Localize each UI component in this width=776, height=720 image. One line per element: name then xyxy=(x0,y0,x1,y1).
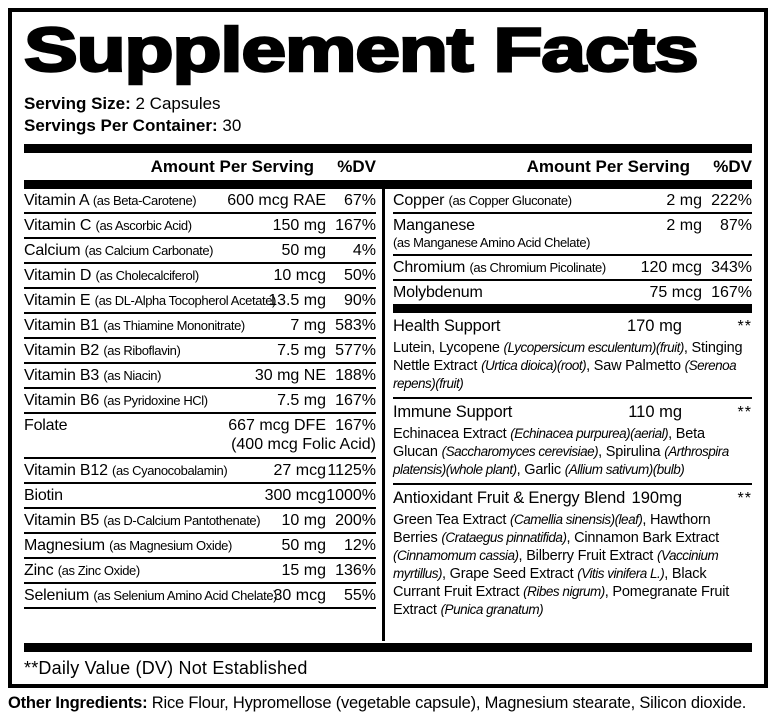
nutrient-form: (as Beta-Carotene) xyxy=(92,193,197,208)
scientific-name: (Arthrospira platensis)(whole plant) xyxy=(393,444,729,477)
nutrient-form: (as Calcium Carbonate) xyxy=(84,243,214,258)
nutrient-name-cell xyxy=(24,537,277,555)
other-ingredients-text: Rice Flour, Hypromellose (vegetable capsule), Magnesium stearate, Silicon dioxide. xyxy=(147,694,747,712)
serving-size-line xyxy=(24,93,752,115)
table-row xyxy=(24,264,376,289)
ingredient-text: Lutein, Lycopene xyxy=(393,340,504,356)
nutrient-amount: 7 mg xyxy=(290,317,326,334)
nutrient-name-cell xyxy=(24,487,260,505)
blend-dv-stars: ** xyxy=(737,318,752,335)
nutrient-name-cell xyxy=(24,587,278,605)
supplement-facts-panel xyxy=(8,8,768,688)
table-row-line xyxy=(393,217,752,235)
ingredient-text: , Saw Palmetto xyxy=(586,358,685,374)
nutrient-name-cell xyxy=(24,217,268,235)
nutrient-amount: 15 mg xyxy=(281,562,326,579)
nutrient-columns xyxy=(24,189,752,641)
table-row-line xyxy=(393,259,752,277)
nutrient-amount: 50 mg xyxy=(281,242,326,259)
nutrient-dv: 67% xyxy=(343,192,376,209)
nutrient-dv: 583% xyxy=(335,317,376,334)
nutrient-name: Magnesium xyxy=(24,537,105,554)
nutrient-amount: 30 mcg xyxy=(273,587,326,604)
table-row xyxy=(24,239,376,264)
nutrient-name: Vitamin B2 xyxy=(24,342,100,359)
ingredient-text: , Beta Glucan xyxy=(393,426,705,460)
blend-header xyxy=(393,488,752,510)
nutrient-amount: 10 mcg xyxy=(273,267,326,284)
ingredient-text: , Garlic xyxy=(516,462,565,478)
nutrient-name-cell xyxy=(24,562,277,580)
table-row xyxy=(24,584,376,609)
scientific-name: (Punica granatum) xyxy=(440,602,544,617)
table-row-line xyxy=(24,537,376,555)
nutrient-name: Selenium xyxy=(24,587,90,604)
ingredient-text: , Cinnamon Bark Extract xyxy=(566,530,719,546)
table-row xyxy=(24,484,376,509)
scientific-name: (Ribes nigrum) xyxy=(523,584,605,599)
nutrient-amount: 7.5 mg xyxy=(277,392,326,409)
table-row-line xyxy=(24,217,376,235)
nutrient-name: Vitamin D xyxy=(24,267,92,284)
nutrient-form: (as Magnesium Oxide) xyxy=(109,538,232,553)
table-row xyxy=(24,214,376,239)
blend-description xyxy=(393,338,752,393)
amount-per-serving-header: Amount Per Serving xyxy=(150,157,314,176)
table-row-line xyxy=(393,284,752,302)
table-row xyxy=(24,314,376,339)
nutrient-name-cell xyxy=(24,192,222,210)
nutrient-dv: 136% xyxy=(335,562,376,579)
serving-info xyxy=(24,93,752,137)
ingredient-text: , Stinging Nettle Extract xyxy=(393,340,743,374)
nutrient-amount: 30 mg NE xyxy=(254,367,326,384)
table-row xyxy=(24,559,376,584)
blend-name: Antioxidant Fruit & Energy Blend xyxy=(393,489,626,507)
table-row-line xyxy=(24,392,376,410)
nutrient-dv: 167% xyxy=(335,417,376,434)
blend-section xyxy=(393,485,752,623)
scientific-name: (Saccharomyces cerevisiae) xyxy=(441,444,599,459)
ingredient-text: , Spirulina xyxy=(598,444,665,460)
table-row xyxy=(393,189,752,214)
nutrient-dv: 12% xyxy=(343,537,376,554)
ingredient-text: Echinacea Extract xyxy=(393,426,511,442)
scientific-name: (Camellia sinensis)(leaf) xyxy=(510,512,643,527)
nutrient-form: (as Copper Gluconate) xyxy=(448,193,572,208)
table-row-line xyxy=(24,487,376,505)
dv-header: %DV xyxy=(337,157,376,176)
table-row xyxy=(24,364,376,389)
blend-name: Immune Support xyxy=(393,403,513,421)
table-row xyxy=(24,414,376,459)
table-row-line xyxy=(24,512,376,530)
scientific-name: (Vitis vinifera L.) xyxy=(577,566,665,581)
dv-header: %DV xyxy=(713,157,752,176)
table-row-line xyxy=(24,417,376,435)
blend-header xyxy=(393,316,752,338)
nutrient-amount: 2 mg xyxy=(666,192,702,209)
nutrient-name-cell xyxy=(24,317,285,335)
nutrient-form-line2: (as Manganese Amino Acid Chelate) xyxy=(393,235,591,250)
nutrient-dv: 55% xyxy=(343,587,376,604)
rule-thick-bottom xyxy=(24,643,752,652)
nutrient-name-cell xyxy=(393,192,661,210)
table-row xyxy=(24,339,376,364)
right-column-header xyxy=(385,153,752,180)
blend-amount: 170 mg xyxy=(626,317,682,335)
nutrient-name-cell xyxy=(24,342,272,360)
nutrient-amount: 13.5 mg xyxy=(268,292,326,309)
nutrient-amount: 150 mg xyxy=(272,217,326,234)
rule-thick-mid xyxy=(393,304,752,313)
blend-amount: 190mg xyxy=(631,489,682,507)
nutrient-dv: 4% xyxy=(352,242,376,259)
blend-description xyxy=(393,424,752,479)
nutrient-form: (as Thiamine Mononitrate) xyxy=(103,318,245,333)
nutrient-name: Vitamin B3 xyxy=(24,367,100,384)
column-headers xyxy=(24,153,752,180)
nutrient-amount: 667 mcg DFE xyxy=(228,417,326,434)
table-row-line xyxy=(24,462,376,480)
nutrient-form: (as Chromium Picolinate) xyxy=(469,260,606,275)
nutrient-amount: 600 mcg RAE xyxy=(227,192,326,209)
other-ingredients-line xyxy=(8,694,770,713)
table-row-line xyxy=(24,587,376,605)
nutrient-name-cell xyxy=(24,512,277,530)
blend-section xyxy=(393,399,752,485)
nutrient-name: Vitamin C xyxy=(24,217,92,234)
nutrient-form: (as Niacin) xyxy=(103,368,162,383)
serving-size-label: Serving Size: xyxy=(24,94,131,113)
nutrient-amount: 120 mcg xyxy=(640,259,702,276)
rule-thick-under-headers xyxy=(24,180,752,189)
nutrient-amount: 10 mg xyxy=(281,512,326,529)
nutrient-name: Copper xyxy=(393,192,445,209)
daily-value-footnote: **Daily Value (DV) Not Established xyxy=(24,658,308,678)
nutrient-form: (as D-Calcium Pantothenate) xyxy=(103,513,261,528)
nutrient-dv: 577% xyxy=(335,342,376,359)
nutrient-dv: 50% xyxy=(343,267,376,284)
nutrient-dv: 222% xyxy=(711,192,752,209)
nutrient-name-cell xyxy=(24,267,269,285)
other-ingredients-label: Other Ingredients: xyxy=(8,694,148,712)
nutrient-name: Zinc xyxy=(24,562,54,579)
nutrient-name: Vitamin E xyxy=(24,292,91,309)
scientific-name: (Allium sativum)(bulb) xyxy=(564,462,685,477)
table-row xyxy=(393,281,752,304)
nutrient-form: (as DL-Alpha Tocopherol Acetate) xyxy=(94,293,276,308)
scientific-name: (Lycopersicum esculentum)(fruit) xyxy=(503,340,684,355)
nutrient-name: Vitamin B12 xyxy=(24,462,108,479)
nutrient-dv: 90% xyxy=(343,292,376,309)
nutrient-name: Calcium xyxy=(24,242,81,259)
nutrient-name-cell xyxy=(393,284,645,302)
nutrient-name: Molybdenum xyxy=(393,284,483,301)
ingredient-text: Green Tea Extract xyxy=(393,512,511,528)
servings-per-container-label: Servings Per Container: xyxy=(24,116,218,135)
nutrient-amount: 7.5 mg xyxy=(277,342,326,359)
table-row-line xyxy=(24,317,376,335)
nutrient-name: Vitamin B1 xyxy=(24,317,100,334)
nutrient-name-cell xyxy=(393,217,661,235)
table-row xyxy=(24,189,376,214)
nutrient-name: Folate xyxy=(24,417,68,434)
blend-header xyxy=(393,402,752,424)
nutrient-name-cell xyxy=(24,292,276,310)
nutrient-amount: 27 mcg xyxy=(273,462,326,479)
blend-description xyxy=(393,510,752,619)
blend-amount: 110 mg xyxy=(628,403,682,421)
table-row xyxy=(24,509,376,534)
nutrient-amount-note: (400 mcg Folic Acid) xyxy=(231,436,376,453)
servings-per-container-value: 30 xyxy=(222,116,242,135)
title-wrap xyxy=(24,16,752,86)
nutrient-dv: 1125% xyxy=(327,462,376,479)
scientific-name: (Echinacea purpurea)(aerial) xyxy=(510,426,669,441)
column-divider xyxy=(382,189,385,641)
nutrient-form: (as Zinc Oxide) xyxy=(57,563,140,578)
table-row xyxy=(24,534,376,559)
table-row-line xyxy=(24,292,376,310)
nutrient-name: Vitamin A xyxy=(24,192,89,209)
table-row xyxy=(393,214,752,256)
scientific-name: (Crataegus pinnatifida) xyxy=(441,530,567,545)
table-row-line xyxy=(24,192,376,210)
scientific-name: (Serenoa repens)(fruit) xyxy=(393,358,737,391)
nutrient-dv: 167% xyxy=(335,392,376,409)
nutrient-name: Biotin xyxy=(24,487,63,504)
blend-dv-stars: ** xyxy=(737,490,752,507)
table-row-line xyxy=(393,192,752,210)
nutrient-name-cell xyxy=(24,242,277,260)
left-nutrient-column xyxy=(24,189,376,641)
serving-size-value: 2 Capsules xyxy=(135,94,221,113)
nutrient-form: (as Cyanocobalamin) xyxy=(112,463,228,478)
nutrient-amount: 50 mg xyxy=(281,537,326,554)
blend-sections xyxy=(393,313,752,623)
nutrient-form: (as Riboflavin) xyxy=(103,343,181,358)
table-row xyxy=(393,256,752,281)
ingredient-text: , Hawthorn Berries xyxy=(393,512,711,546)
nutrient-name-cell xyxy=(24,462,269,480)
nutrient-dv: 188% xyxy=(335,367,376,384)
nutrient-dv: 167% xyxy=(335,217,376,234)
rule-thick-top xyxy=(24,144,752,153)
table-row-line xyxy=(24,367,376,385)
ingredient-text: , Pomegranate Fruit Extract xyxy=(393,584,730,618)
blend-dv-stars: ** xyxy=(737,404,752,421)
table-row-line xyxy=(24,242,376,260)
nutrient-name: Manganese xyxy=(393,217,475,234)
nutrient-amount: 75 mcg xyxy=(649,284,702,301)
table-row xyxy=(24,389,376,414)
table-row xyxy=(24,289,376,314)
scientific-name: (Urtica dioica)(root) xyxy=(481,358,587,373)
amount-per-serving-header: Amount Per Serving xyxy=(526,157,690,176)
nutrient-dv: 343% xyxy=(711,259,752,276)
ingredient-text: , Grape Seed Extract xyxy=(442,566,578,582)
nutrient-form: (as Selenium Amino Acid Chelate) xyxy=(93,588,278,603)
left-column-header xyxy=(24,153,376,180)
scientific-name: (Cinnamomum cassia) xyxy=(393,548,519,563)
nutrient-form: (as Ascorbic Acid) xyxy=(95,218,192,233)
right-mineral-rows xyxy=(393,189,752,304)
blend-section xyxy=(393,313,752,399)
nutrient-dv: 167% xyxy=(711,284,752,301)
blend-name: Health Support xyxy=(393,317,501,335)
nutrient-name: Chromium xyxy=(393,259,466,276)
nutrient-form: (as Cholecalciferol) xyxy=(95,268,199,283)
nutrient-amount: 2 mg xyxy=(666,217,702,234)
nutrient-form: (as Pyridoxine HCl) xyxy=(103,393,208,408)
ingredient-text: , Black Currant Fruit Extract xyxy=(393,566,707,600)
table-row-line xyxy=(24,342,376,360)
nutrient-name-cell xyxy=(24,367,250,385)
nutrient-name: Vitamin B6 xyxy=(24,392,100,409)
nutrient-name-cell xyxy=(24,417,223,435)
nutrient-name-cell xyxy=(24,392,272,410)
page-title: Supplement Facts xyxy=(24,16,698,85)
nutrient-amount: 300 mcg xyxy=(264,487,326,504)
nutrient-dv: 1000% xyxy=(326,487,376,504)
ingredient-text: , Bilberry Fruit Extract xyxy=(518,548,657,564)
servings-per-container-line xyxy=(24,115,752,137)
nutrient-dv: 200% xyxy=(335,512,376,529)
table-row xyxy=(24,459,376,484)
table-row-line xyxy=(24,562,376,580)
table-row-line xyxy=(24,267,376,285)
right-nutrient-column xyxy=(393,189,752,641)
nutrient-name-cell xyxy=(393,259,636,277)
nutrient-dv: 87% xyxy=(719,217,752,234)
scientific-name: (Vaccinium myrtillus) xyxy=(393,548,719,581)
nutrient-name: Vitamin B5 xyxy=(24,512,100,529)
